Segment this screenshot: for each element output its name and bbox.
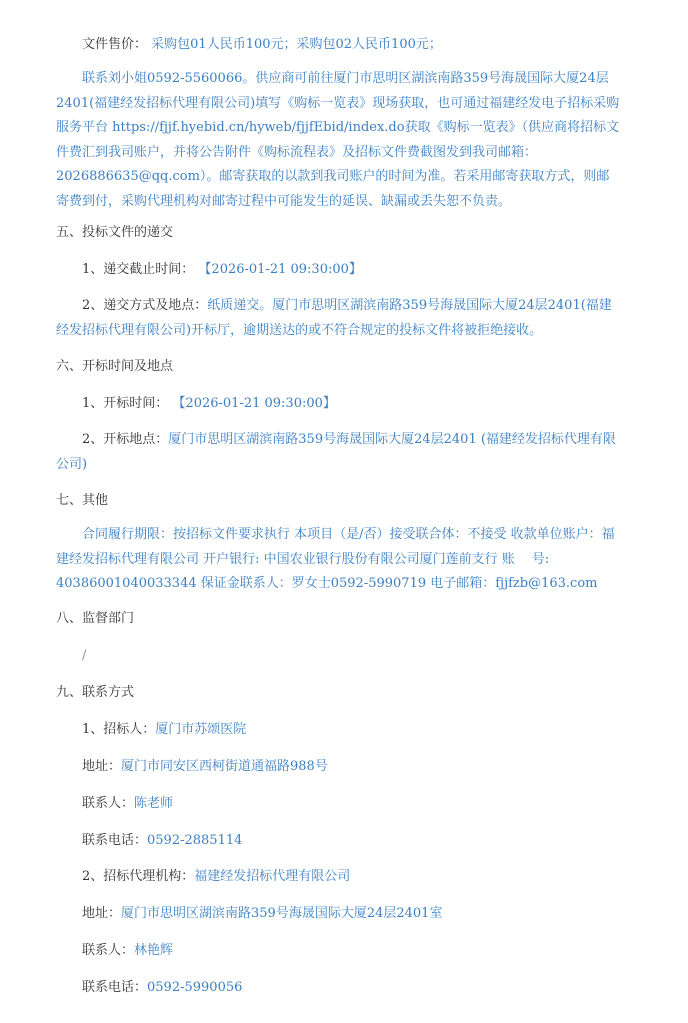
open-place-value: 厦门市思明区湖滨南路359号海晟国际大厦24层2401 (福建经发招标代理有限公司) — [56, 432, 616, 472]
buyer-line — [82, 718, 648, 743]
buyer-value: 厦门市苏颂医院 — [155, 722, 247, 737]
open-time-value: 【2026-01-21 09:30:00】 — [172, 396, 336, 411]
deadline-line — [82, 258, 648, 283]
deadline-value: 【2026-01-21 09:30:00】 — [198, 262, 362, 277]
price-value: 采购包01人民币100元；采购包02人民币100元； — [151, 37, 442, 52]
buyer-contact-label: 联系人： — [82, 796, 135, 811]
buyer-label: 1、招标人： — [82, 722, 156, 737]
agent-address-value: 厦门市思明区湖滨南路359号海晟国际大厦24层2401室 — [121, 906, 443, 921]
agent-phone-label: 联系电话： — [82, 980, 148, 995]
buyer-contact-value: 陈老师 — [134, 796, 174, 811]
agent-label: 2、招标代理机构： — [82, 869, 195, 884]
agent-value: 福建经发招标代理有限公司 — [194, 869, 351, 884]
open-place-label: 2、开标地点： — [82, 432, 169, 447]
buyer-phone-line — [82, 829, 648, 854]
agent-address-line — [82, 902, 648, 927]
section6-heading: 六、开标时间及地点 — [56, 359, 174, 374]
supervision-text: / — [82, 648, 87, 663]
buyer-contact-line — [82, 792, 648, 817]
section7-heading: 七、其他 — [56, 493, 109, 508]
buyer-address-line — [82, 755, 648, 780]
buyer-phone-value: 0592-2885114 — [147, 833, 243, 848]
deadline-label: 1、递交截止时间： — [82, 262, 195, 277]
agent-contact-label: 联系人： — [82, 943, 135, 958]
buyer-phone-label: 联系电话： — [82, 833, 148, 848]
agent-contact-line — [82, 939, 648, 964]
agent-contact-value: 林艳辉 — [134, 943, 174, 958]
price-label: 文件售价： — [82, 37, 148, 52]
agent-phone-line — [82, 976, 648, 1001]
agent-phone-value: 0592-5990056 — [147, 980, 243, 995]
buyer-address-value: 厦门市同安区西柯街道通福路988号 — [121, 759, 328, 774]
open-time-line — [82, 392, 648, 417]
section8-heading: 八、监督部门 — [56, 611, 135, 626]
buyer-address-label: 地址： — [82, 759, 122, 774]
submit-method-value: 纸质递交。厦门市思明区湖滨南路359号海晟国际大厦24层2401(福建经发招标代理有限公司)开标厅，逾期送达的或不符合规定的投标文件将被拒绝接收。 — [56, 298, 612, 338]
open-time-label: 1、开标时间： — [82, 396, 169, 411]
open-place-paragraph — [56, 428, 622, 477]
submit-method-paragraph — [56, 294, 622, 343]
purchase-info-paragraph: 联系刘小姐0592-5560066。供应商可前往厦门市思明区湖滨南路359号海晟国际大厦24层2401(福建经发招标代理有限公司)填写《购标一览表》现场获取，也可通过福建经发电子招标采购服务平台 https://fjjf.hyebid.cn/hyweb/fjjfEbid/index.do获取《购标一览表》（供应商将招标文件费汇到我司账户，并将公告附件《购标流程表》及招标文件费截图发到我司邮箱：2026886635@qq.com）。邮寄获取的以款到我司账户的时间为准。若采用邮寄获取方式，则邮寄费到付，采购代理机构对邮寄过程中可能发生的延误、缺漏或丢失恕不负责。 — [56, 71, 620, 209]
agent-line — [82, 865, 648, 890]
section5-heading: 五、投标文件的递交 — [56, 225, 174, 240]
submit-method-label: 2、递交方式及地点： — [82, 298, 208, 313]
price-line — [82, 33, 648, 58]
agent-address-label: 地址： — [82, 906, 122, 921]
section9-heading: 九、联系方式 — [56, 685, 135, 700]
other-info-paragraph: 合同履行期限：按招标文件要求执行 本项目（是/否）接受联合体：不接受 收款单位账户：福建经发招标代理有限公司 开户银行: 中国农业银行股份有限公司厦门莲前支行 账 号: 403860010400333​44 保证金联系人：罗女士0592-5990719 电子邮箱：fjjfzb@163.com — [56, 527, 615, 591]
